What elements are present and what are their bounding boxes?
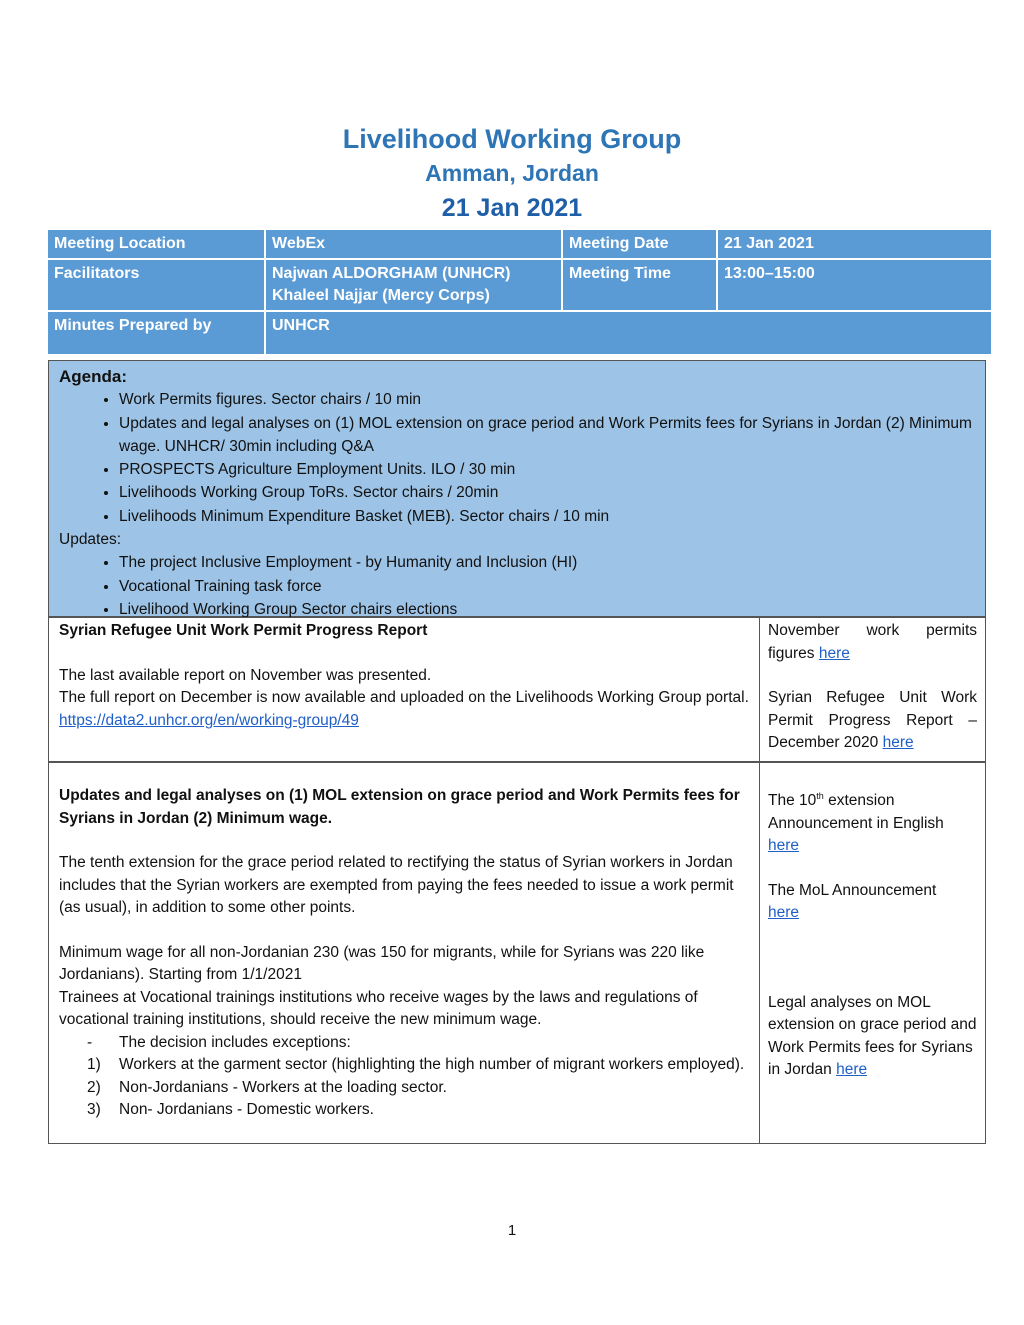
side-note [768,643,977,666]
section-text: The tenth extension for the grace period related to rectifying the status of Syrian workers in Jordan includes that the Syrian workers are exempted from paying the fees needed to issue a work permit (as usual), in addition to some other points. [59,854,734,916]
facilitators-label: Facilitators [47,259,265,311]
minutes-prepared-value: UNHCR [265,311,992,355]
section-text-span: The full report on December is now available and uploaded on the Livelihoods Working Group portal. [59,689,749,706]
facilitator-2: Khaleel Najjar (Mercy Corps) [272,287,490,304]
side-note: November work permits [768,622,977,639]
meeting-info-table [46,228,993,356]
agenda-item: • PROSPECTS Agriculture Employment Units. ILO / 30 min [119,458,975,481]
agenda-item: • Updates and legal analyses on (1) MOL extension on grace period and Work Permits fees for Syrians in Jordan (2) Minimum wage. UNHCR/ 30min including Q&A [119,412,975,459]
exception-text: The decision includes exceptions: [119,1033,351,1051]
section-title: Updates and legal analyses on (1) MOL extension on grace period and Work Permits fees for Syrians in Jordan (2) Minimum wage. [59,787,740,827]
document-header [0,122,1024,226]
updates-heading: Updates: [59,531,122,549]
exception-item [87,1054,749,1077]
document-date: 21 Jan 2021 [441,194,583,222]
work-permit-report-row [48,617,986,762]
side-note-span: The 10 [768,792,817,810]
exception-item [87,1032,749,1055]
working-group-portal-link[interactable]: https://data2.unhcr.org/en/working-group/49 [59,711,359,729]
exception-text: Workers at the garment sector (highlighting the high number of migrant workers employed). [119,1056,745,1073]
section-text: Minimum wage for all non-Jordanian 230 (was 150 for migrants, while for Syrians was 220 like Jordanians). Starting from 1/1/2021 [59,943,705,983]
agenda-item: • Livelihoods Working Group ToRs. Sector chairs / 20min [119,481,975,504]
updates-list [59,551,975,621]
exception-marker: - [87,1033,93,1051]
legal-analyses-links [760,763,985,1143]
minutes-prepared-label: Minutes Prepared by [47,311,265,355]
side-note: Syrian Refugee Unit Work [768,689,977,706]
document-location: Amman, Jordan [425,160,599,186]
meeting-time-label: Meeting Time [562,259,717,311]
meeting-date-label: Meeting Date [562,229,717,259]
agenda-box [48,360,986,617]
exception-marker: 2) [87,1078,101,1096]
december-report-link[interactable]: here [882,734,914,751]
meeting-time-value: 13:00–15:00 [717,259,992,311]
agenda-item: • Work Permits figures. Sector chairs / 10 min [119,388,975,411]
exception-marker: 1) [87,1056,101,1073]
exception-text: Non-Jordanians - Workers at the loading sector. [119,1078,447,1096]
work-permit-report-content [49,618,760,761]
superscript: th [816,791,824,801]
side-note-span: extension Announcement in English [768,792,944,832]
section-text: Trainees at Vocational trainings institutions who receive wages by the laws and regulations of vocational training institutions, should receive the new minimum wage. [59,988,698,1028]
legal-analyses-content [49,763,760,1143]
document-title: Livelihood Working Group [342,124,682,154]
meeting-date-value: 21 Jan 2021 [717,229,992,259]
meeting-location-value: WebEx [265,229,562,259]
update-item: • Livelihood Working Group Sector chairs elections [119,598,975,621]
agenda-item: • Livelihoods Minimum Expenditure Basket (MEB). Sector chairs / 10 min [119,505,975,528]
update-item: • Vocational Training task force [119,575,975,598]
facilitators-value [265,259,562,311]
legal-analyses-link[interactable]: here [836,1061,868,1079]
november-figures-link[interactable]: here [818,644,850,662]
section-text: The last available report on November was presented. [59,666,432,684]
side-note-span: figures [768,644,815,662]
work-permit-report-links [760,618,985,761]
exceptions-list [59,1032,749,1122]
mol-announcement-link[interactable]: here [768,904,800,922]
agenda-list [59,388,975,528]
meeting-location-label: Meeting Location [47,229,265,259]
english-announcement-link[interactable]: here [768,837,800,855]
legal-analyses-row [48,762,986,1144]
section-text [59,687,749,732]
side-note [768,732,977,755]
side-note [768,992,977,1082]
exception-item [87,1077,749,1100]
side-note: Permit Progress Report – [768,711,977,729]
exception-marker: 3) [87,1101,101,1118]
page-number: 1 [507,1222,517,1239]
side-note-span: Legal analyses on MOL extension on grace period and Work Permits fees for Syrians in Jordan [768,993,977,1079]
exception-text: Non- Jordanians - Domestic workers. [119,1101,374,1118]
side-note: The MoL Announcement [768,881,937,899]
section-title: Syrian Refugee Unit Work Permit Progress Report [59,622,428,639]
agenda-heading: Agenda: [59,367,127,386]
facilitator-1: Najwan ALDORGHAM (UNHCR) [272,265,511,282]
update-item: • The project Inclusive Employment - by Humanity and Inclusion (HI) [119,551,975,574]
side-note [768,785,977,835]
exception-item [87,1099,749,1122]
side-note-span: December 2020 [768,734,879,751]
